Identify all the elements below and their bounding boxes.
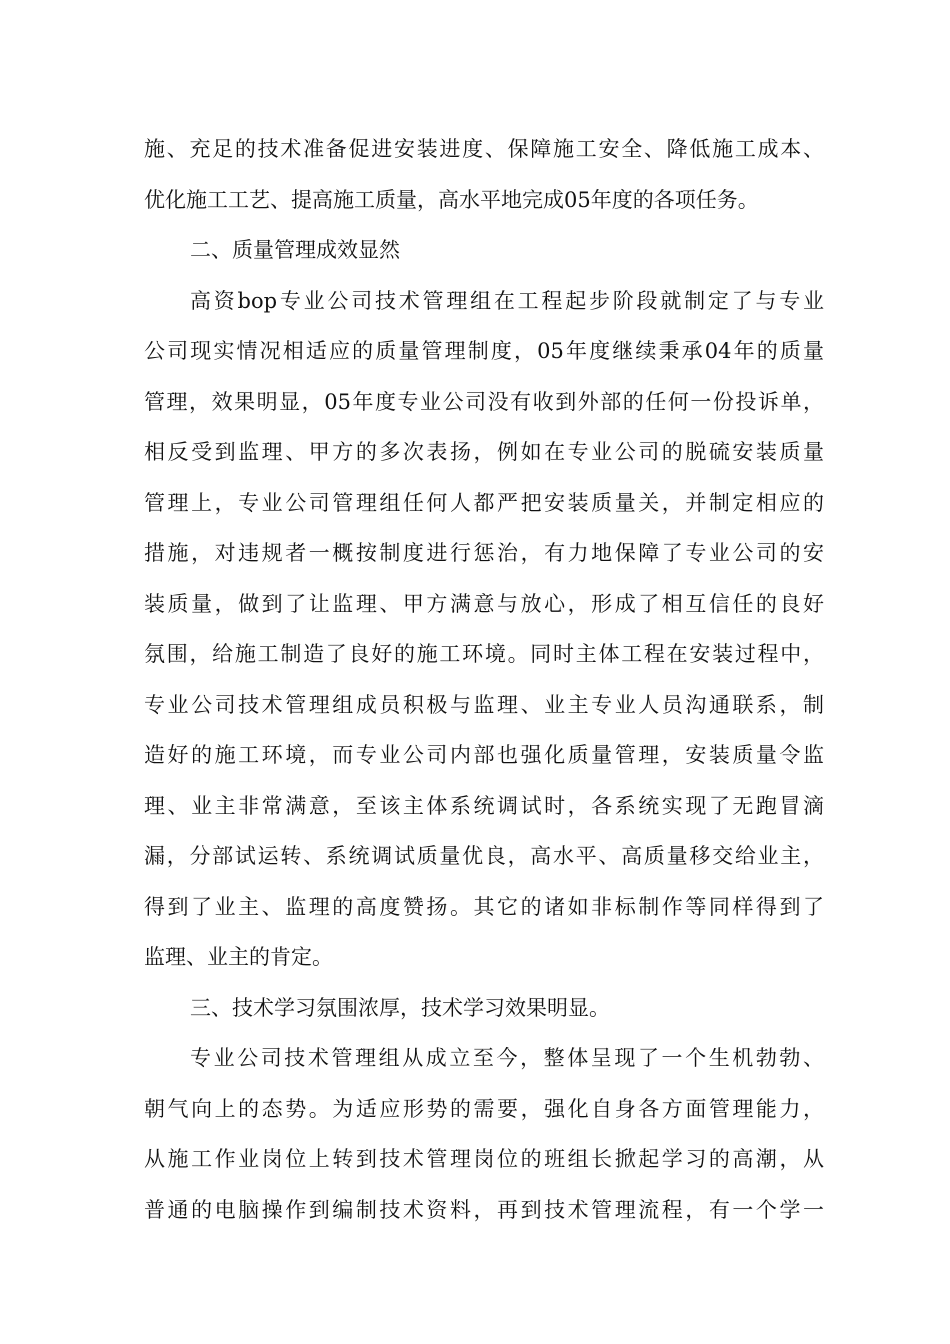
text-line: 装质量，做到了让监理、甲方满意与放心，形成了相互信任的良好	[144, 591, 824, 616]
text-line: 专业公司技术管理组从成立至今，整体呈现了一个生机勃勃、	[190, 1046, 824, 1070]
text-line: 从施工作业岗位上转到技术管理岗位的班组长掀起学习的高潮，从	[144, 1147, 824, 1171]
text-line: 监理、业主的肯定。	[144, 945, 333, 969]
text-line: 朝气向上的态势。为适应形势的需要，强化自身各方面管理能力，	[144, 1096, 824, 1121]
text-line: 管理，效果明显，05年度专业公司没有收到外部的任何一份投诉单，	[144, 389, 824, 414]
text-line: 二、质量管理成效显然	[190, 238, 400, 262]
text-line: 理、业主非常满意，至该主体系统调试时，各系统实现了无跑冒滴	[144, 793, 824, 818]
text-line: 施、充足的技术准备促进安装进度、保障施工安全、降低施工成本、	[144, 137, 824, 161]
text-line: 三、技术学习氛围浓厚，技术学习效果明显。	[190, 995, 610, 1020]
text-line: 措施，对违规者一概按制度进行惩治，有力地保障了专业公司的安	[144, 541, 824, 565]
text-line: 漏，分部试运转、系统调试质量优良，高水平、高质量移交给业主，	[144, 844, 824, 868]
document-body	[144, 124, 824, 1235]
text-line: 造好的施工环境，而专业公司内部也强化质量管理，安装质量令监	[144, 743, 824, 767]
text-line: 公司现实情况相适应的质量管理制度，05年度继续秉承04年的质量	[144, 339, 824, 363]
text-line: 管理上，专业公司管理组任何人都严把安装质量关，并制定相应的	[144, 490, 824, 515]
text-line: 普通的电脑操作到编制技术资料，再到技术管理流程，有一个学一	[144, 1197, 824, 1222]
text-line: 专业公司技术管理组成员积极与监理、业主专业人员沟通联系，制	[144, 692, 824, 717]
text-line: 高资bop专业公司技术管理组在工程起步阶段就制定了与专业	[190, 288, 824, 313]
text-line: 氛围，给施工制造了良好的施工环境。同时主体工程在安装过程中，	[144, 642, 824, 666]
text-line: 相反受到监理、甲方的多次表扬，例如在专业公司的脱硫安装质量	[144, 440, 824, 464]
text-line: 得到了业主、监理的高度赞扬。其它的诸如非标制作等同样得到了	[144, 894, 824, 919]
text-line: 优化施工工艺、提高施工质量，高水平地完成05年度的各项任务。	[144, 187, 759, 212]
